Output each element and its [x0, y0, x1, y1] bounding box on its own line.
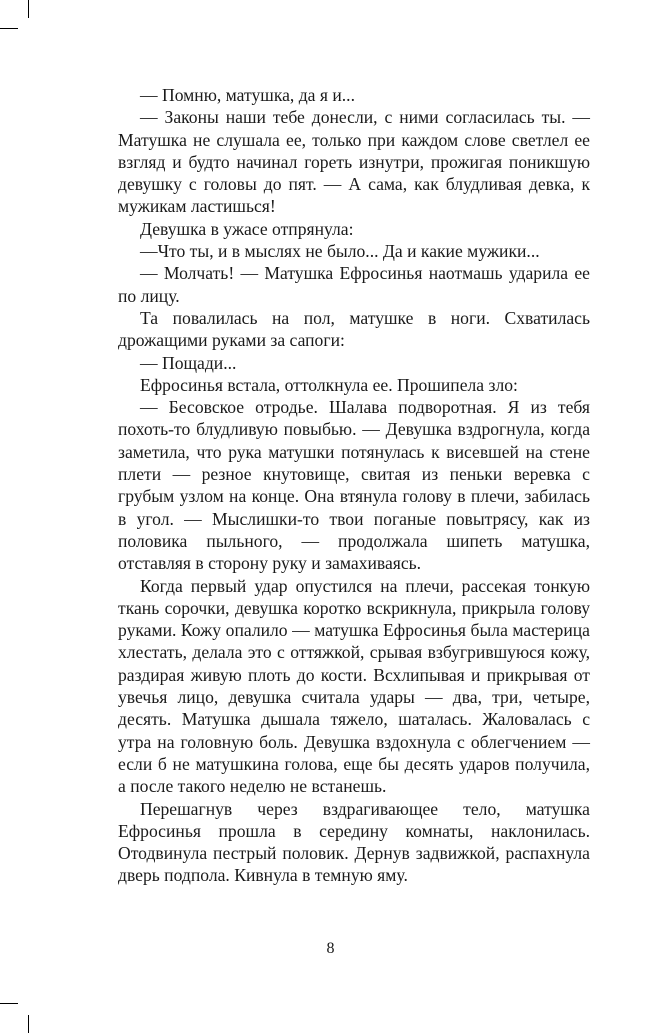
page-number: 8: [326, 940, 335, 957]
crop-mark-bottom-horizontal: [0, 1003, 18, 1004]
paragraph: — Пощади...: [140, 352, 237, 373]
crop-mark-bottom-vertical: [28, 1015, 29, 1033]
paragraph: —Что ты, и в мыслях не было... Да и какие мужики...: [140, 241, 540, 262]
crop-mark-top-vertical: [28, 0, 29, 18]
paragraph: — Законы наши тебе донесли, с ними согласилась ты. — Матушка не слушала ее, только при каждом слове светлел ее взгляд и будто начинал гореть изнутри, прожигая поникшую девушку с головы до пят. — А сама, как блудливая девка, к мужикам ластишься!: [118, 107, 590, 217]
paragraph: — Помню, матушка, да я и...: [140, 85, 355, 105]
paragraph: Девушка в ужасе отпрянула:: [140, 218, 354, 239]
crop-mark-top-horizontal: [0, 28, 18, 29]
paragraph: Когда первый удар опустился на плечи, рассекая тонкую ткань сорочки, девушка коротко вскрикнула, прикрыла голову руками. Кожу опалило — матушка Ефросинья была мастерица хлестать, делала это с оттяжкой, срывая взбугрившуюся кожу, раздирая живую плоть до кости. Всхлипывая и прикрывая от увечья лицо, девушка считала удары — два, три, четыре, десять. Матушка дышала тяжело, шаталась. Жаловалась с утра на головную боль. Девушка вздохнула с облегчением — если б не матушкина голова, еще бы десять ударов получила, а после такого неделю не встанешь.: [118, 575, 590, 797]
paragraph: — Молчать! — Матушка Ефросинья наотмашь ударила ее по лицу.: [118, 263, 590, 306]
page-body-text: [118, 84, 590, 887]
paragraph: Та повалилась на пол, матушке в ноги. Схватилась дрожащими руками за сапоги:: [118, 307, 590, 351]
paragraph: — Бесовское отродье. Шалава подворотная. Я из тебя похоть-то блудливую повыбью. — Девушка вздрогнула, когда заметила, что рука матушки потянулась к висевшей на стене плети — резное кнутовище, свитая из пеньки веревка с грубым узлом на конце. Она втянула голову в плечи, забилась в угол. — Мыслишки-то твои поганые повытрясу, как из половика пыльного, — продолжала шипеть матушка, отставляя в сторону руку и замахиваясь.: [118, 397, 590, 574]
paragraph: Ефросинья встала, оттолкнула ее. Прошипела зло:: [140, 374, 518, 395]
paragraph: Перешагнув через вздрагивающее тело, матушка Ефросинья прошла в середину комнаты, наклонилась. Отодвинула пестрый половик. Дернув задвижкой, распахнула дверь подпола. Кивнула в темную яму.: [118, 798, 590, 886]
